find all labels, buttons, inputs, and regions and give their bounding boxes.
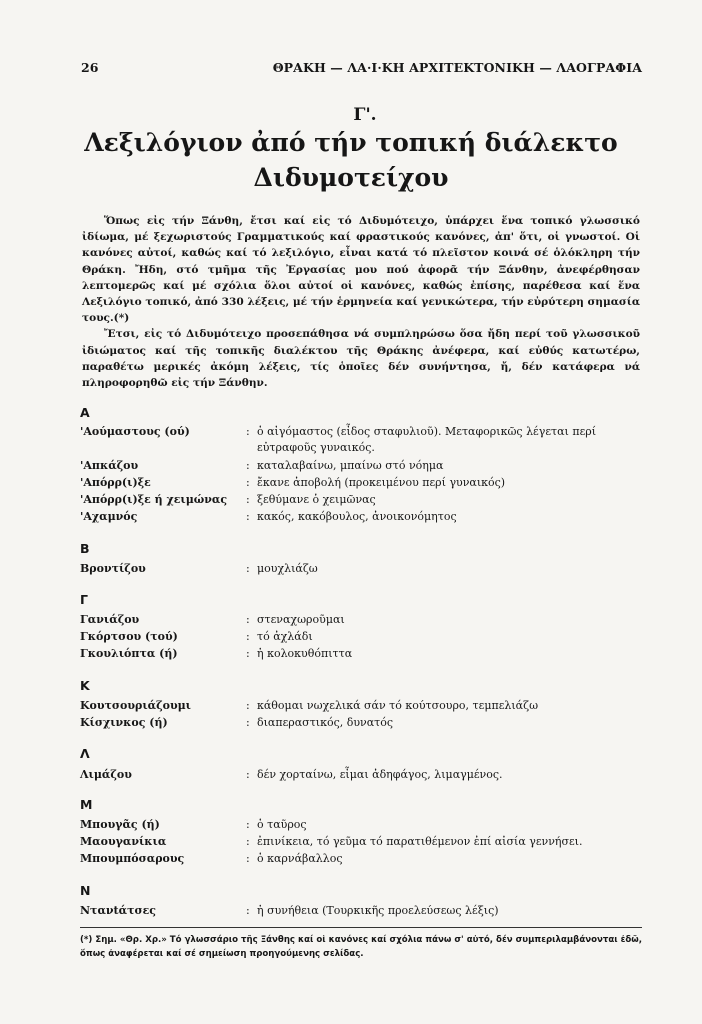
entry-definition: κάθομαι νωχελικά σάν τό κούτσουρο, τεμπελιάζω <box>257 699 539 712</box>
entry-definition: ἡ συνήθεια (Τουρκικῆς προελεύσεως λέξις) <box>257 904 499 917</box>
entry-colon: : <box>246 510 250 523</box>
entry-term: Μαουγανίκια <box>80 835 167 848</box>
page-title-line-2: Διδυμοτείχου <box>253 163 449 192</box>
entry-term: 'Απόρρ(ι)ξε <box>80 476 151 489</box>
entry-term: Κίσχινκος (ή) <box>80 716 168 729</box>
entry-colon: : <box>246 425 250 438</box>
section-letter-a: Α <box>80 405 90 420</box>
section-letter-m: Μ <box>80 797 93 812</box>
section-letter-n: Ν <box>80 883 91 898</box>
entry-term: 'Απόρρ(ι)ξε ή χειμώνας <box>80 493 228 506</box>
footnote-divider <box>80 927 642 928</box>
entry-colon: : <box>246 493 250 506</box>
intro-text <box>82 213 640 391</box>
entry-definition: στεναχωροῦμαι <box>257 613 345 626</box>
entry-definition: μουχλιάζω <box>257 562 318 575</box>
entry-term: Γκουλιόπτα (ή) <box>80 647 178 660</box>
section-number: Γ'. <box>353 105 377 125</box>
entry-term: Κουτσουριάζουμι <box>80 699 191 712</box>
running-title: ΘΡΑΚΗ — ΛΑ·Ι·ΚΗ ΑΡΧΙΤΕΚΤΟΝΙΚΗ — ΛΑΟΓΡΑΦΙΑ <box>272 60 642 75</box>
entry-colon: : <box>246 852 250 865</box>
entry-term: 'Αούμαστους (ού) <box>80 425 190 438</box>
entry-colon: : <box>246 630 250 643</box>
entry-term: Βροντίζου <box>80 562 146 575</box>
entry-definition: διαπεραστικός, δυνατός <box>257 716 394 729</box>
entry-term: Μπουγᾶς (ή) <box>80 818 160 831</box>
entry-term: 'Απκάζου <box>80 459 139 472</box>
entry-term: Ντανtάτσες <box>80 904 156 917</box>
entry-colon: : <box>246 699 250 712</box>
intro-paragraph-2: Ἔτσι, εἰς τό Διδυμότειχο προσεπάθησα νά συμπληρώσω ὅσα ἤδη περί τοῦ γλωσσικοῦ ἰδιώματος καί τῆς τοπικῆς διαλέκτου τῆς Θράκης ἀνέφερα, καί εὐθύς κατωτέρω, παραθέτω μερικές ἀκόμη λέξεις, τίς ὁποῖες δέν συνήντησα, ἤ, δέν κατάφερα νά πληροφορηθῶ εἰς τήν Ξάνθην. <box>82 328 640 390</box>
entry-definition: κακός, κακόβουλος, ἀνοικονόμητος <box>257 510 457 523</box>
entry-definition: ὁ καρνάβαλλος <box>257 852 343 865</box>
entry-definition: ἐπινίκεια, τό γεῦμα τό παρατιθέμενον ἐπί αἰσία γεννήσει. <box>257 835 583 848</box>
entry-definition: τό ἀχλάδι <box>257 630 313 643</box>
entry-definition: ἔκανε ἀποβολή (προκειμένου περί γυναικός) <box>257 476 506 489</box>
section-letter-l: Λ <box>80 746 90 761</box>
entry-definition: καταλαβαίνω, μπαίνω στό νόημα <box>257 459 444 472</box>
entry-definition: ἡ κολοκυθόπιττα <box>257 647 353 660</box>
entry-term: Μπουμπόσαρους <box>80 852 185 865</box>
page-title-line-1: Λεξιλόγιον ἀπό τήν τοπική διάλεκτο <box>84 128 618 157</box>
section-letter-k: Κ <box>80 678 90 693</box>
entry-term: Γκόρτσου (τού) <box>80 630 178 643</box>
entry-definition: ὁ ταῦρος <box>257 818 307 831</box>
entry-colon: : <box>246 818 250 831</box>
entry-colon: : <box>246 768 250 781</box>
entry-colon: : <box>246 835 250 848</box>
entry-colon: : <box>246 562 250 575</box>
entry-colon: : <box>246 476 250 489</box>
page-number: 26 <box>81 60 99 75</box>
entry-colon: : <box>246 613 250 626</box>
entry-colon: : <box>246 459 250 472</box>
entry-colon: : <box>246 904 250 917</box>
entry-colon: : <box>246 716 250 729</box>
entry-definition: ξεθύμανε ὁ χειμῶνας <box>257 493 376 506</box>
entry-colon: : <box>246 647 250 660</box>
entry-definition-continued: εὐτραφοῦς γυναικός. <box>257 441 375 454</box>
section-letter-b: Β <box>80 541 90 556</box>
intro-paragraph-1: Ὅπως εἰς τήν Ξάνθη, ἔτσι καί εἰς τό Διδυμότειχο, ὑπάρχει ἕνα τοπικό γλωσσικό ἰδίωμα, μέ ξεχωριστούς Γραμματικούς καί φραστικούς κανόνες, ἀπ' ὅτι, οἱ γνωστοί. Οἱ κανόνες αὐτοί, καθώς καί τό λεξιλόγιο, εἶναι κατά τό πλεῖστον κοινά σέ ὁλόκληρη τήν Θράκη. Ἤδη, στό τμῆμα τῆς Ἐργασίας μου πού ἀφορᾶ τήν Ξάνθην, ἀνεφέρθησαν λεπτομερῶς καί μέ σχόλια ὅλοι αὐτοί οἱ κανόνες, καθώς ἐπίσης, παρέθεσα καί ἕνα Λεξιλόγιο τοπικό, ἀπό 330 λέξεις, μέ τήν ἑρμηνεία καί γενικώτερα, τήν εὐρύτερη σημασία τους.(*) <box>82 215 640 325</box>
footnote: (*) Σημ. «Θρ. Χρ.» Τό γλωσσάριο τῆς Ξάνθης καί οἱ κανόνες καί σχόλια πάνω σ' αὐτό, δέν συμπεριλαμβάνονται ἐδῶ, ὅπως ἀναφέρεται καί σέ σημείωση προηγούμενης σελίδας. <box>80 935 642 959</box>
entry-definition: ὁ αἰγόμαστος (εἶδος σταφυλιοῦ). Μεταφορικῶς λέγεται περί <box>257 425 597 438</box>
entry-term: Γανιάζου <box>80 613 140 626</box>
entry-term: 'Αχαμνός <box>80 510 138 523</box>
entry-definition: δέν χορταίνω, εἶμαι ἀδηφάγος, λιμαγμένος. <box>257 768 503 781</box>
entry-term: Λιμάζου <box>80 768 132 781</box>
section-letter-g: Γ <box>80 592 88 607</box>
